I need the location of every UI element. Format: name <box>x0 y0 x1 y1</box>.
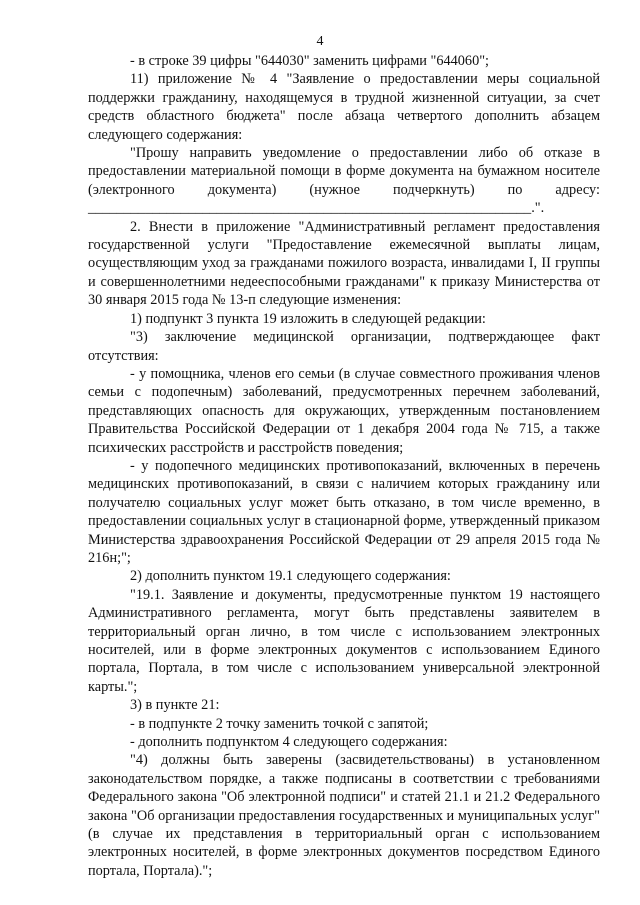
paragraph-ward-contraindications: - у подопечного медицинских противопоказаний, включенных в перечень медицинских противопоказаний, в связи с наличием которых гражданину или получателю социальных услуг может быть отказано, в том числе временно, в предоставлении социальных услуг в стационарной форме, утвержденный приказом Министерства здравоохранения Российской Федерации от 29 апреля 2015 года № 216н;"; <box>88 457 600 566</box>
paragraph-clause-21: 3) в пункте 21: <box>130 697 220 714</box>
paragraph-regulation-amendment: 2. Внести в приложение "Административный регламент предоставления государственной услуги "Предоставление ежемесячной выплаты лицам, осуществляющим уход за гражданами пожилого возраста, инвалидами I, II группы и совершеннолетними недееспособными гражданами" к приказу Министерства от 30 января 2015 года № 13-п следующие изменения: <box>88 218 600 309</box>
paragraph-add-clause-19-1: 2) дополнить пунктом 19.1 следующего содержания: <box>130 568 451 585</box>
document-body <box>88 52 600 880</box>
paragraph-subclause-2-punctuation: - в подпункте 2 точку заменить точкой с запятой; <box>130 715 429 732</box>
paragraph-assistant-diseases: - у помощника, членов его семьи (в случае совместного проживания членов семьи с подопечным) заболеваний, предусмотренных перечнем заболеваний, представляющих опасность для окружающих, утвержденным постановлением Правительства Российской Федерации от 1 декабря 2004 года № 715, а также психических расстройств и расстройств поведения; <box>88 365 600 456</box>
paragraph-subclause-3: 1) подпункт 3 пункта 19 изложить в следующей редакции: <box>130 310 486 327</box>
paragraph-subclause-4-text: "4) должны быть заверены (засвидетельствованы) в установленном законодательством порядке, а также подписаны в соответствии с требованиями Федерального закона "Об электронной подписи" и статей 21.1 и 21.2 Федерального закона "Об организации предоставления государственных и муниципальных услуг" (в случае их представления в территориальный орган с использованием электронных носителей, в форме электронных документов посредством Единого портала, Портала)."; <box>88 752 600 879</box>
page-number: 4 <box>316 34 324 49</box>
paragraph-medical-conclusion: "3) заключение медицинской организации, подтверждающее факт отсутствия: <box>88 329 600 364</box>
paragraph-appendix-4-amendment: 11) приложение № 4 "Заявление о предоставлении меры социальной поддержки гражданину, находящемуся в трудной жизненной ситуации, за счет средств областного бюджета" после абзаца четвертого дополнить абзацем следующего содержания: <box>88 71 600 143</box>
paragraph-add-subclause-4: - дополнить подпунктом 4 следующего содержания: <box>130 734 448 751</box>
paragraph-notification-request: "Прошу направить уведомление о предоставлении либо об отказе в предоставлении материальной помощи в форме документа на бумажном носителе (электронного документа) (нужное подчеркнуть) по адресу: ______________________________________________________________.". <box>88 145 600 217</box>
paragraph-digits-replacement: - в строке 39 цифры "644030" заменить цифрами "644060"; <box>130 53 490 69</box>
paragraph-clause-19-1-text: "19.1. Заявление и документы, предусмотренные пунктом 19 настоящего Административного регламента, могут быть представлены заявителем в территориальный орган лично, в том числе с использованием электронных носителей, или в форме электронных документов с использованием Единого портала, Портала, в том числе с использованием универсальной электронной карты."; <box>88 586 600 695</box>
